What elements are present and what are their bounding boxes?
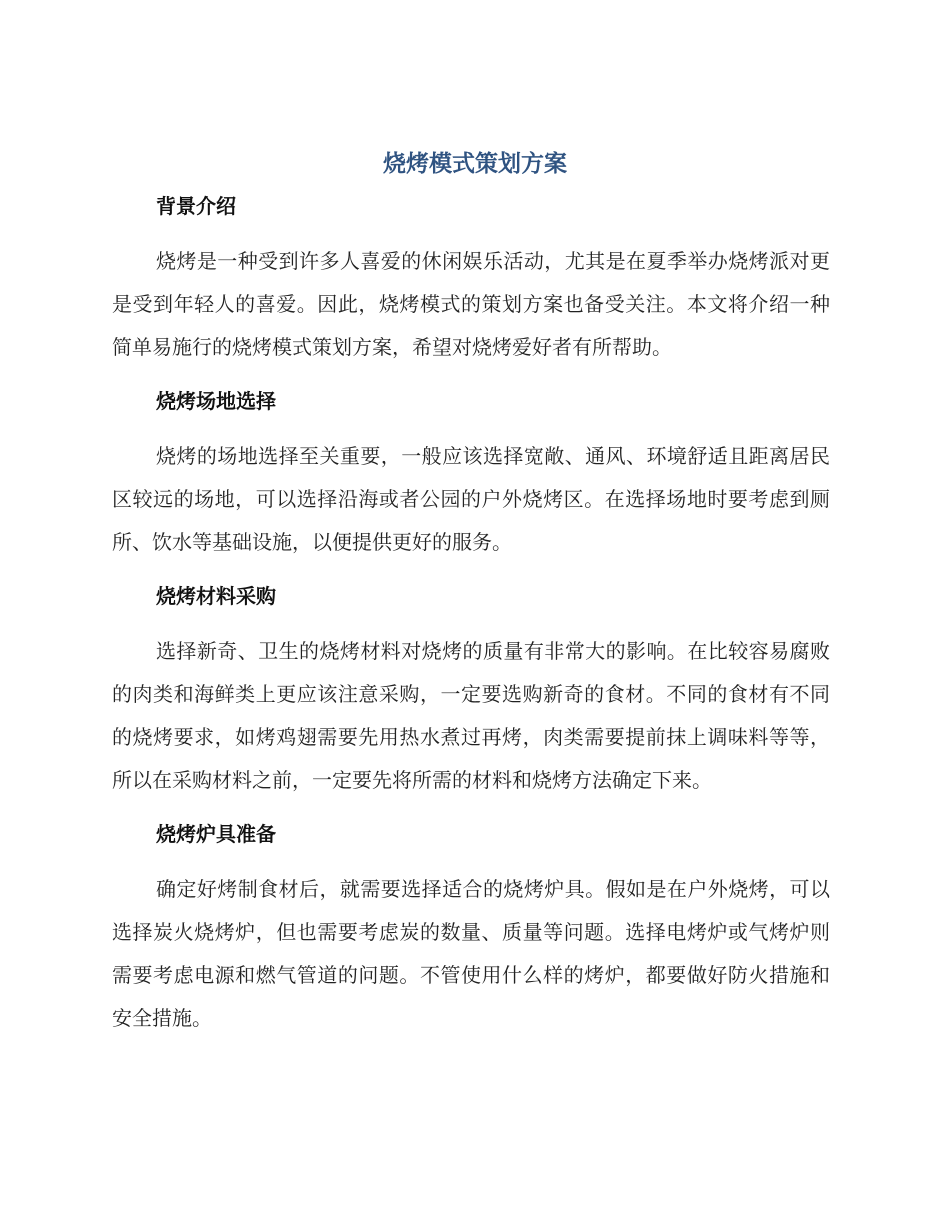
section-heading: 背景介绍 <box>156 194 236 218</box>
section-background <box>112 186 830 381</box>
document-body <box>112 186 830 1040</box>
section-paragraph: 烧烤是一种受到许多人喜爱的休闲娱乐活动，尤其是在夏季举办烧烤派对更是受到年轻人的喜爱。因此，烧烤模式的策划方案也备受关注。本文将介绍一种简单易施行的烧烤模式策划方案，希望对烧烤爱好者有所帮助。 <box>112 249 830 359</box>
section-paragraph: 烧烤的场地选择至关重要，一般应该选择宽敞、通风、环境舒适且距离居民区较远的场地，可以选择沿海或者公园的户外烧烤区。在选择场地时要考虑到厕所、饮水等基础设施，以便提供更好的服务。 <box>112 444 830 554</box>
section-grill <box>112 814 830 1040</box>
section-venue <box>112 381 830 576</box>
section-heading: 烧烤材料采购 <box>156 584 276 608</box>
section-materials <box>112 576 830 814</box>
document-title: 烧烤模式策划方案 <box>383 151 567 177</box>
section-heading: 烧烤炉具准备 <box>156 822 276 846</box>
section-paragraph: 选择新奇、卫生的烧烤材料对烧烤的质量有非常大的影响。在比较容易腐败的肉类和海鲜类上更应该注意采购，一定要选购新奇的食材。不同的食材有不同的烧烤要求，如烤鸡翅需要先用热水煮过再烤，肉类需要提前抹上调味料等等，所以在采购材料之前，一定要先将所需的材料和烧烤方法确定下来。 <box>112 639 830 792</box>
section-heading: 烧烤场地选择 <box>156 389 276 413</box>
section-paragraph: 确定好烤制食材后，就需要选择适合的烧烤炉具。假如是在户外烧烤，可以选择炭火烧烤炉，但也需要考虑炭的数量、质量等问题。选择电烤炉或气烤炉则需要考虑电源和燃气管道的问题。不管使用什么样的烤炉，都要做好防火措施和安全措施。 <box>112 877 830 1030</box>
